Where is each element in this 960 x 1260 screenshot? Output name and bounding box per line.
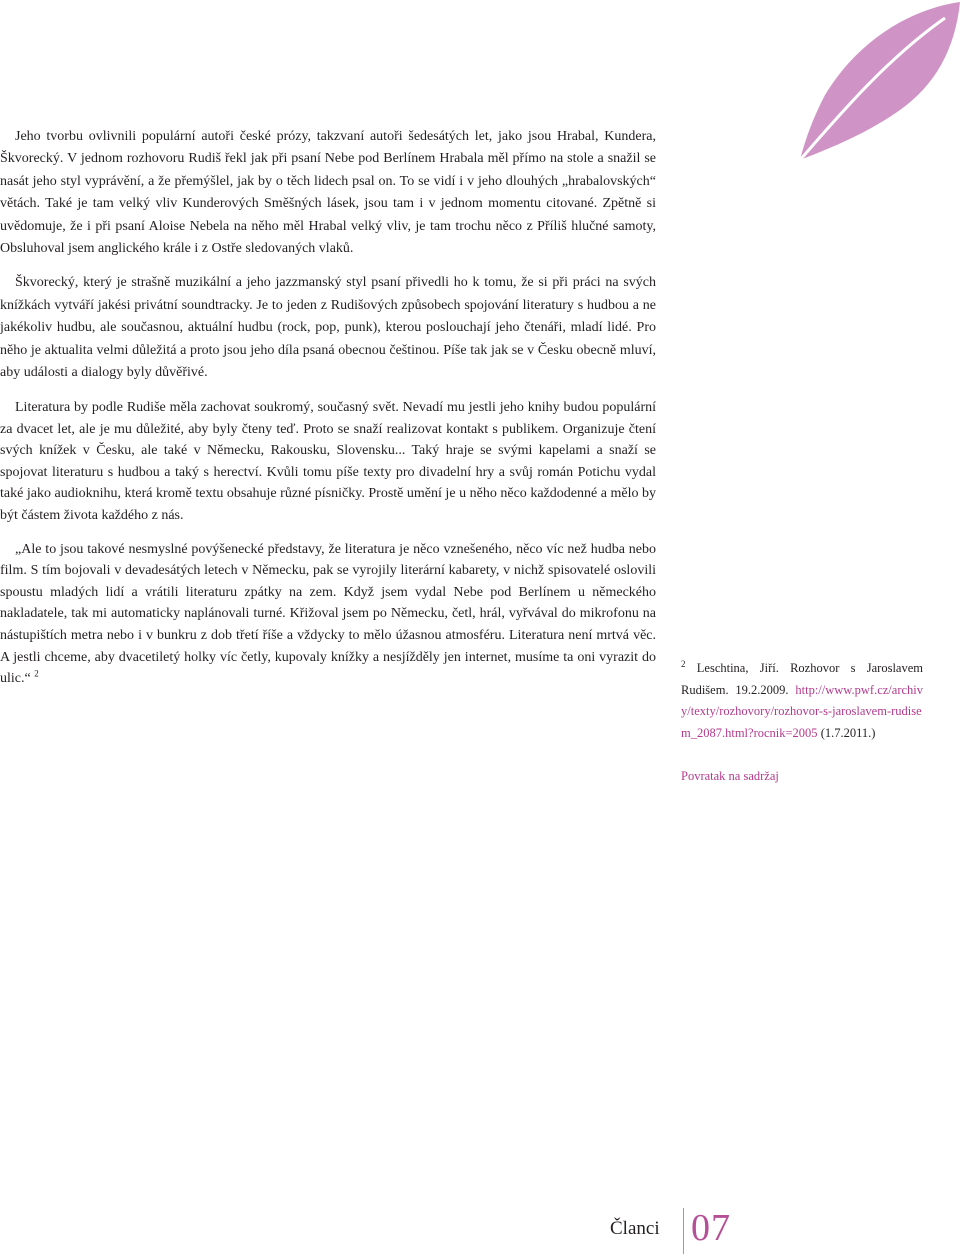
- page-footer: [610, 1200, 810, 1260]
- page-number: 07: [691, 1207, 731, 1249]
- paragraph-influences: Jeho tvorbu ovlivnili populární autoři české prózy, takzvaní autoři šedesátých let, jako jsou Hrabal, Kundera, Škvorecký. V jednom rozhovoru Rudiš řekl jak při psaní Nebe pod Berlínem Hrabala měl přímo na stole a snažil se nasát jeho styl vyprávění, a že přemýšlel, jak by o těch lidech psal on. To se vidí i v jeho dlouhých „hrabalovských“ větách. Také je tam velký vliv Kunderových Směšných lásek, jsou tam i v jednom momentu citované. Zpětně si uvědomuje, že i při psaní Aloise Nebela na něho měl Hrabal velký vliv, je tam trochu něco z Příliš hlučné samoty, Obsluhoval jsem anglického krále i z Ostře sledovaných vlaků.: [0, 129, 656, 257]
- paragraph-literature: Literatura by podle Rudiše měla zachovat soukromý, současný svět. Nevadí mu jestli jeho knihy budou populární za dvacet let, ale je mu důležité, aby byly čteny teď. Proto se snaží realizovat kontakt s publikem. Organizuje čtení svých knížek v Česku, ale také v Německu, Rakousku, Slovensku... Taký hraje se svými kapelami a snaží se spojovat literaturu s hudbou a taký s herectví. Kvůli tomu píše texty pro divadelní hry a svůj román Potichu vydal také jako audioknihu, která kromě textu obsahuje různé písničky. Prostě umění je u něho něco každodenné a mělo by být částem života každého z nás.: [0, 400, 656, 523]
- footer-divider: [683, 1208, 684, 1254]
- paragraph-quote: [0, 539, 656, 690]
- footnote: [681, 658, 923, 744]
- footnote-number: 2: [681, 658, 686, 669]
- body-text-top: [0, 126, 656, 396]
- paragraph-skvorecky: Škvorecký, který je strašně muzikální a jeho jazzmanský styl psaní přivedli ho k tomu, že si při práci na svých knížkách vytváří jakési privátní soundtracky. Je to jeden z Rudišových způsobech spojování literatury s hudbou a ne jakékoliv hudbu, ale současnou, aktuální hudbu (rock, pop, punk), kterou poslouchají jeho čtenáři, mladí lidé. Pro něho je aktualita velmi důležitá a proto jsou jeho díla psaná obecnou češtinou. Píše tak jak se v Česku obecně mluví, aby události a dialogy byly důvěřivé.: [0, 275, 656, 381]
- footnote-access-date: (1.7.2011.): [820, 725, 876, 740]
- section-title: Članci: [610, 1218, 660, 1239]
- back-to-contents-link[interactable]: Povratak na sadržaj: [681, 769, 779, 783]
- footnote-link[interactable]: http://www.pwf.cz/archivy/texty/rozhovory/rozhovor-s-jaroslavem-rudisem_2087.html?rocnik=2005: [681, 682, 924, 740]
- footnote-text: Leschtina, Jiří. Rozhovor s Jaroslavem Rudišem. 19.2.2009.: [681, 661, 923, 697]
- footnote-reference[interactable]: 2: [34, 668, 39, 679]
- decorative-leaf-icon: [795, 0, 960, 160]
- body-text-bottom: [0, 397, 656, 702]
- back-to-contents: [681, 767, 779, 785]
- quote-text: „Ale to jsou takové nesmyslné povýšenecké představy, že literatura je něco vznešeného, něco víc než hudba nebo film. S tím bojovali v devadesátých letech v Německu, pak se vyrojily literární kabarety, v nichž spisovatelé oslovili spoustu mladých lidí a vrátili literaturu zpátky na zem. Když jsem vydal Nebe pod Berlínem u německého nakladatele, tak mi automaticky naplánovali turné. Křižoval jsem po Německu, četl, hrál, vyřvával do mikrofonu na nástupištích metra nebo i v bunkru z dob třetí říše a vždycky to mělo úžasnou atmosféru. Literatura není mrtvá věc. A jestli chceme, aby dvacetiletý holky víc četly, kupovaly knížky a nesjížděly jen internet, musíme ta oni vyrazit do ulic.“: [0, 541, 656, 687]
